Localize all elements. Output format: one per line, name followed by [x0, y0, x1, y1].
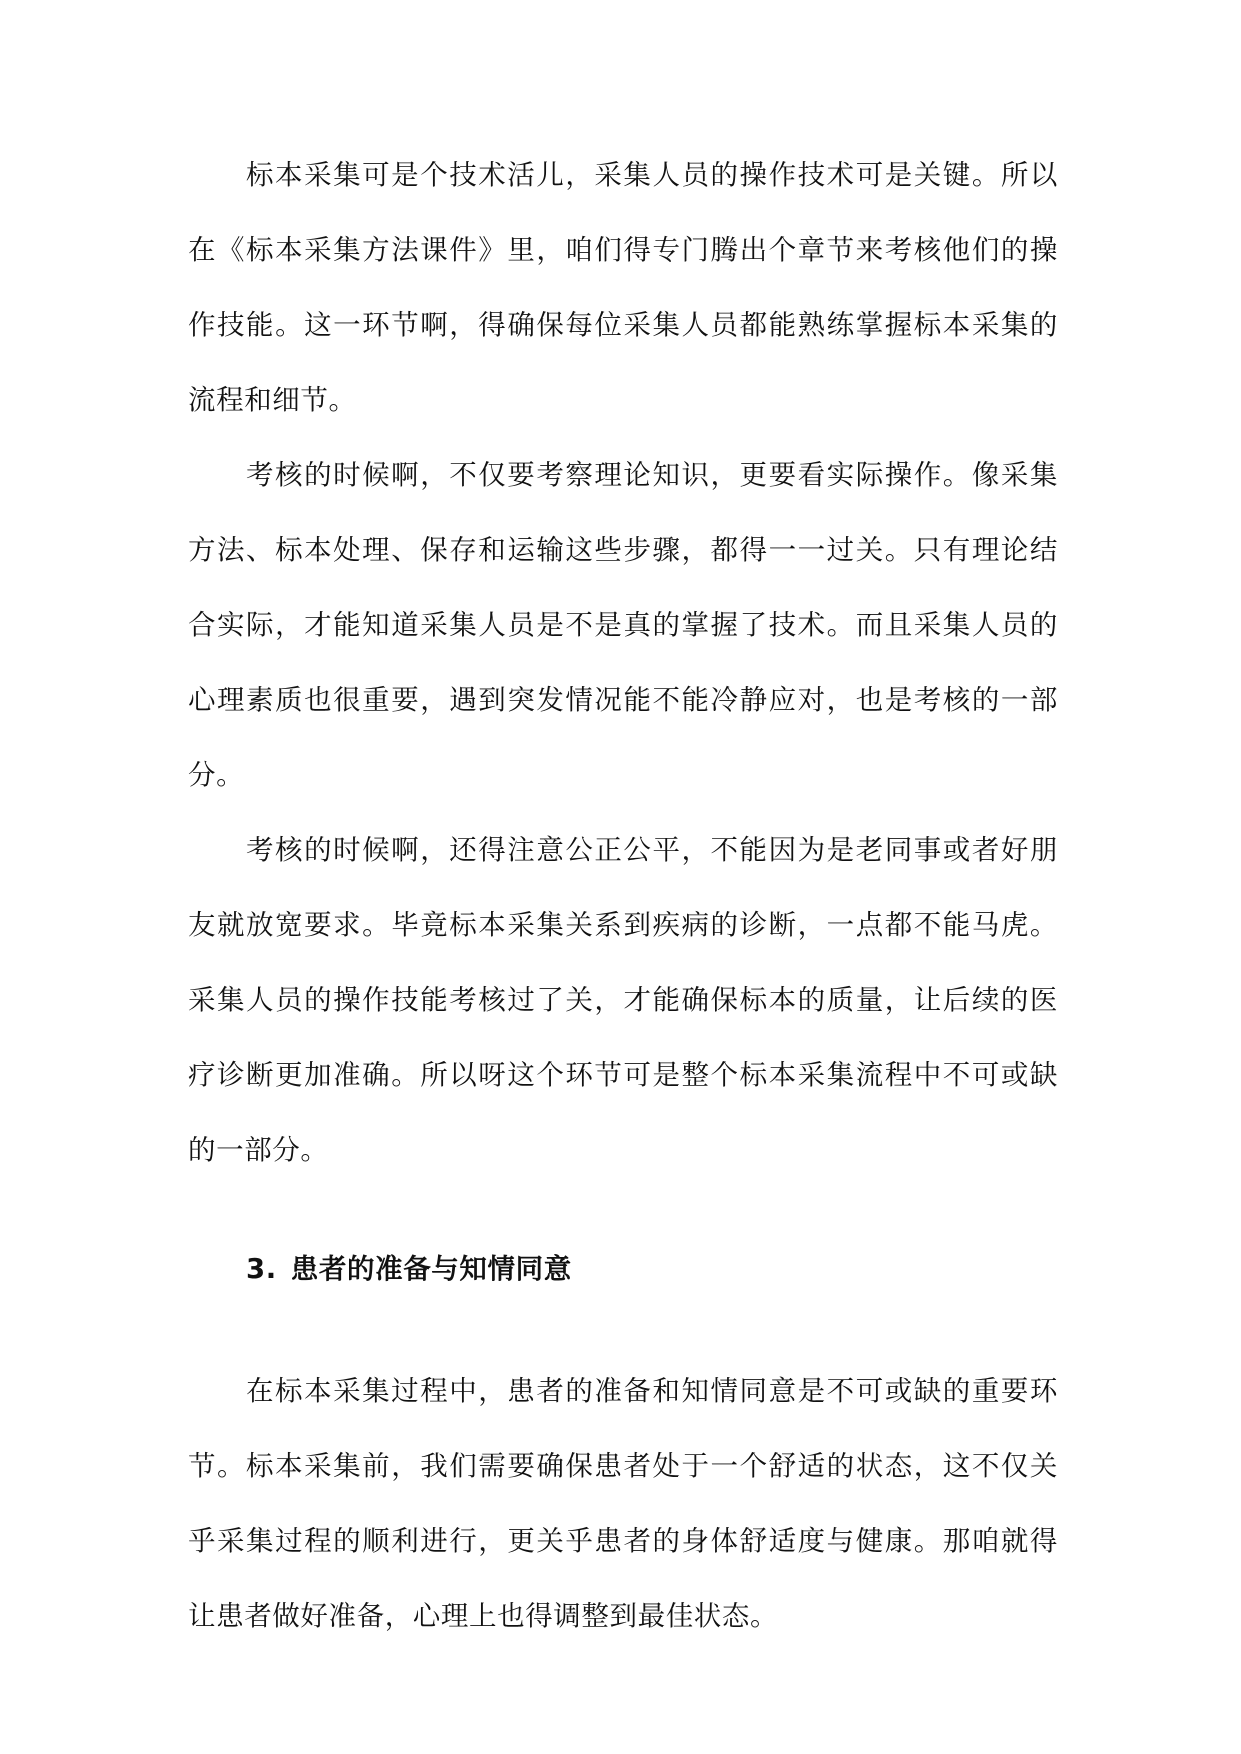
body-paragraph: 标本采集可是个技术活儿，采集人员的操作技术可是关键。所以在《标本采集方法课件》里，咱们得专门腾出个章节来考核他们的操作技能。这一环节啊，得确保每位采集人员都能熟练掌握标本采集的流程和细节。: [188, 159, 1058, 416]
body-paragraph: 在标本采集过程中，患者的准备和知情同意是不可或缺的重要环节。标本采集前，我们需要确保患者处于一个舒适的状态，这不仅关乎采集过程的顺利进行，更关乎患者的身体舒适度与健康。那咱就得让患者做好准备，心理上也得调整到最佳状态。: [188, 1375, 1058, 1632]
body-paragraph: 考核的时候啊，还得注意公正公平，不能因为是老同事或者好朋友就放宽要求。毕竟标本采集关系到疾病的诊断，一点都不能马虎。采集人员的操作技能考核过了关，才能确保标本的质量，让后续的医疗诊断更加准确。所以呀这个环节可是整个标本采集流程中不可或缺的一部分。: [188, 834, 1058, 1166]
section-heading: [246, 1249, 572, 1289]
section-number: 3.: [246, 1253, 277, 1285]
section-title: 患者的准备与知情同意: [290, 1253, 572, 1285]
body-paragraph: 考核的时候啊，不仅要考察理论知识，更要看实际操作。像采集方法、标本处理、保存和运输这些步骤，都得一一过关。只有理论结合实际，才能知道采集人员是不是真的掌握了技术。而且采集人员的心理素质也很重要，遇到突发情况能不能冷静应对，也是考核的一部分。: [188, 459, 1058, 791]
